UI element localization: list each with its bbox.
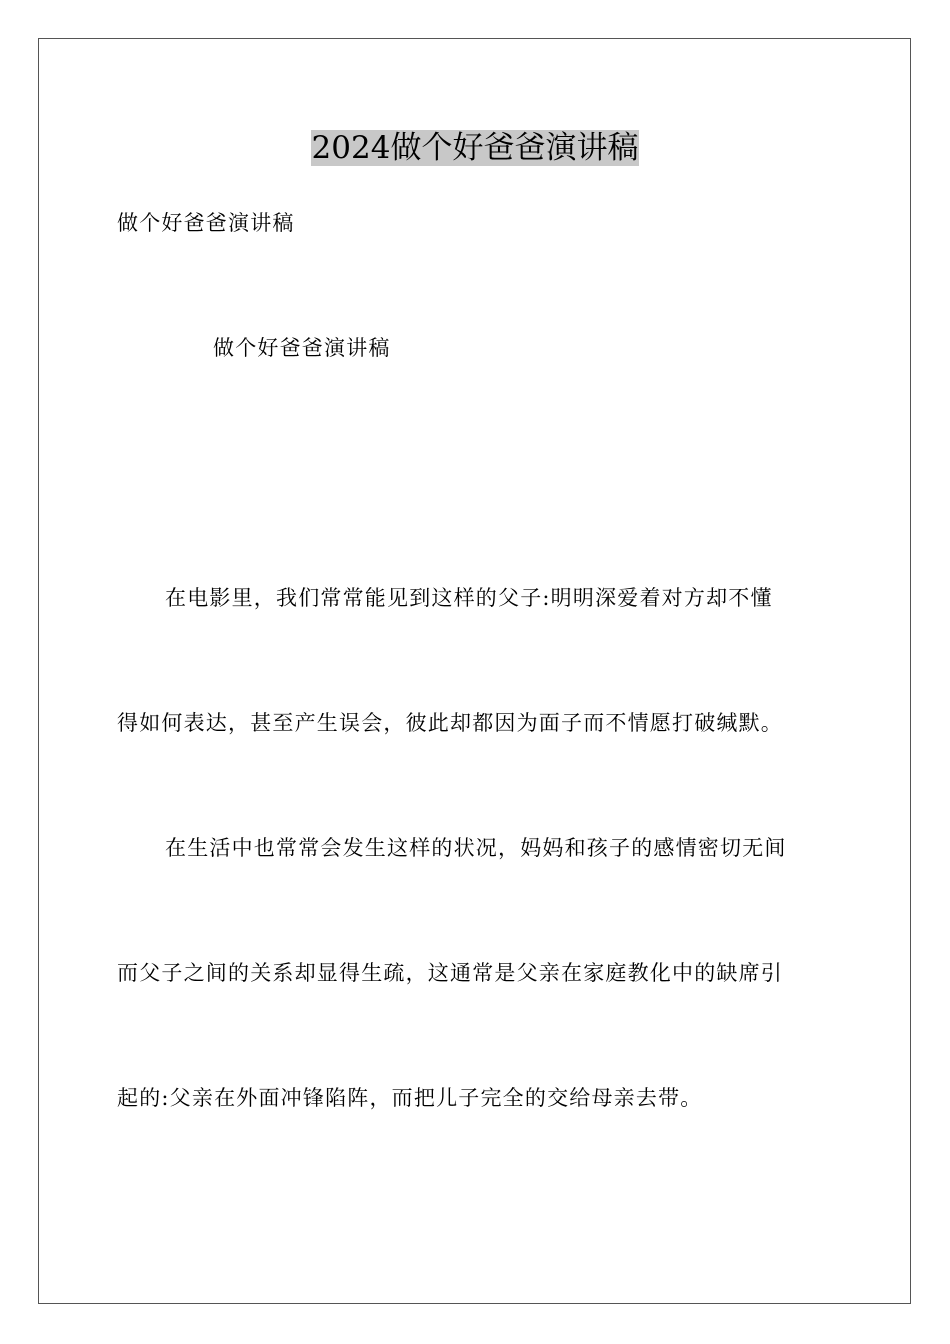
document-title-text: 2024做个好爸爸演讲稿 [311,130,639,166]
paragraph-1-line-1: 在电影里，我们常常能见到这样的父子:明明深爱着对方却不懂 [165,586,773,610]
paragraph-2-line-1: 在生活中也常常会发生这样的状况，妈妈和孩子的感情密切无间 [165,836,787,860]
paragraph-2-line-3: 起的:父亲在外面冲锋陷阵，而把儿子完全的交给母亲去带。 [117,1086,703,1110]
paragraph-1-line-2: 得如何表达，甚至产生误会，彼此却都因为面子而不情愿打破缄默。 [117,711,783,735]
document-subtitle: 做个好爸爸演讲稿 [117,211,295,235]
paragraph-2-line-2: 而父子之间的关系却显得生疏，这通常是父亲在家庭教化中的缺席引 [117,961,783,985]
document-title [0,128,950,168]
document-heading: 做个好爸爸演讲稿 [213,336,391,360]
